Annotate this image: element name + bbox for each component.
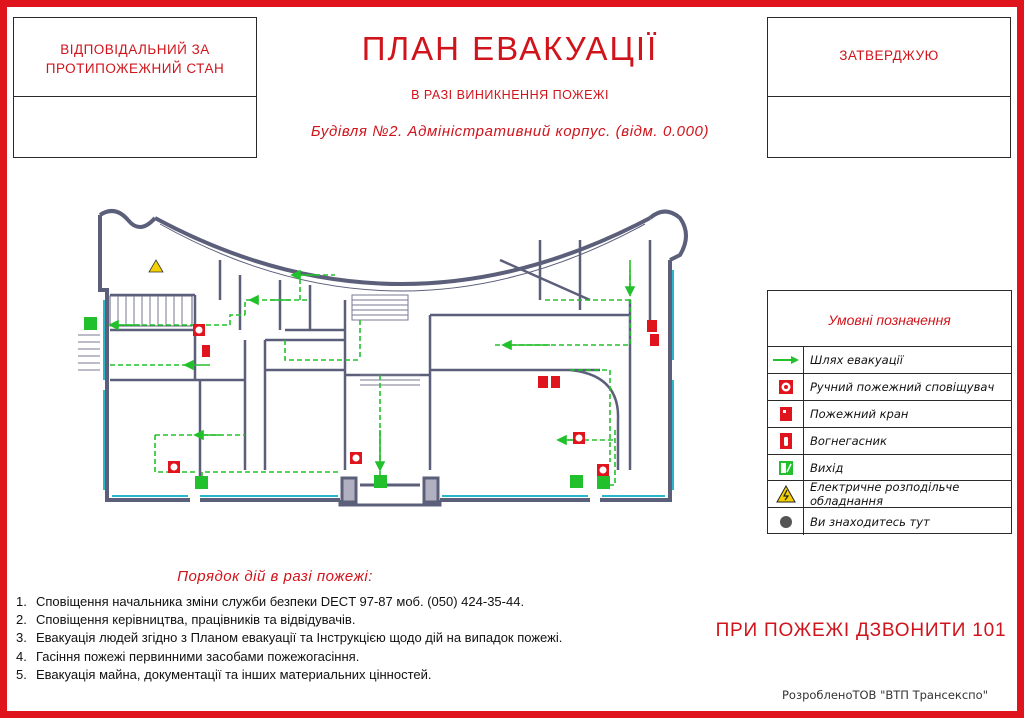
- legend-label: Вихід: [810, 460, 844, 475]
- procedure-list: [16, 593, 562, 684]
- evacuation-arrows: [110, 260, 634, 470]
- extinguisher-markers: [551, 334, 659, 388]
- approve-box: [767, 17, 1011, 158]
- legend-row: [768, 481, 1011, 508]
- developer-credit: РозробленоТОВ "ВТП Трансекспо": [781, 688, 989, 702]
- curved-interior-wall: [570, 370, 618, 470]
- electric-marker: [149, 260, 163, 272]
- approve-label: ЗАТВЕРДЖУЮ: [839, 48, 939, 63]
- procedure-step: 1. Сповіщення начальника зміни служби безпеки DECT 97-87 моб. (050) 424-35-44.: [16, 594, 525, 609]
- legend-label: Пожежний кран: [810, 406, 909, 421]
- emergency-call-text: ПРИ ПОЖЕЖІ ДЗВОНИТИ 101: [715, 620, 1007, 641]
- procedure-step: 4. Гасіння пожежі первинними засобами пожежогасіння.: [16, 648, 360, 664]
- legend-label: Ви знаходитесь тут: [810, 514, 930, 529]
- legend-label: Вогнегасник: [810, 433, 887, 448]
- legend-label: Електричне розподільче обладнання: [810, 480, 960, 509]
- staircase-left-outer: [78, 335, 100, 370]
- curved-facade: [155, 218, 650, 284]
- legend-title: Умовні позначення: [768, 291, 1011, 347]
- fire-hydrant-icon: [768, 401, 804, 427]
- legend-row: [768, 428, 1011, 455]
- fire-alarm-markers: [168, 324, 609, 476]
- floor-plan: [70, 200, 700, 510]
- exit-icon: [768, 455, 804, 481]
- procedure-step: 5. Евакуація майна, документації та інших материальних цінностей.: [16, 666, 432, 682]
- legend: [767, 290, 1012, 534]
- legend-label: Ручний пожежний сповіщувач: [810, 379, 995, 394]
- legend-row: [768, 401, 1011, 428]
- staircase-center: [352, 295, 420, 385]
- legend-row: [768, 508, 1011, 535]
- procedure-step: 2. Сповіщення керівництва, працівників та відвідувачів.: [16, 612, 356, 628]
- responsible-label: ВІДПОВІДАЛЬНИЙ ЗА ПРОТИПОЖЕЖНИЙ СТАН: [45, 42, 225, 76]
- legend-row: [768, 374, 1011, 401]
- manual-fire-alarm-icon: [768, 374, 804, 400]
- you-are-here-icon: [768, 508, 804, 535]
- fire-extinguisher-icon: [768, 428, 804, 454]
- legend-row: [768, 347, 1011, 374]
- entrance: [340, 478, 440, 505]
- staircase-left: [110, 296, 192, 326]
- responsible-box: [13, 17, 257, 158]
- page-subtitle: В РАЗІ ВИНИКНЕННЯ ПОЖЕЖІ: [411, 88, 609, 102]
- legend-label: Шлях евакуації: [810, 352, 903, 367]
- building-caption: Будівля №2. Адміністративний корпус. (відм. 0.000): [310, 123, 710, 140]
- outer-walls: [100, 211, 686, 500]
- exit-markers: [84, 317, 610, 489]
- evacuation-arrow-icon: [768, 347, 804, 373]
- electric-switchboard-icon: [768, 481, 804, 507]
- procedure-title: Порядок дій в разі пожежі:: [177, 568, 373, 585]
- procedure-step: 3. Евакуація людей згідно з Планом евакуації та Інструкцією щодо дій на випадок пожежі.: [16, 630, 563, 646]
- windows: [104, 270, 673, 496]
- legend-row: [768, 455, 1011, 482]
- page-title: ПЛАН ЕВАКУАЦІЇ: [361, 30, 659, 67]
